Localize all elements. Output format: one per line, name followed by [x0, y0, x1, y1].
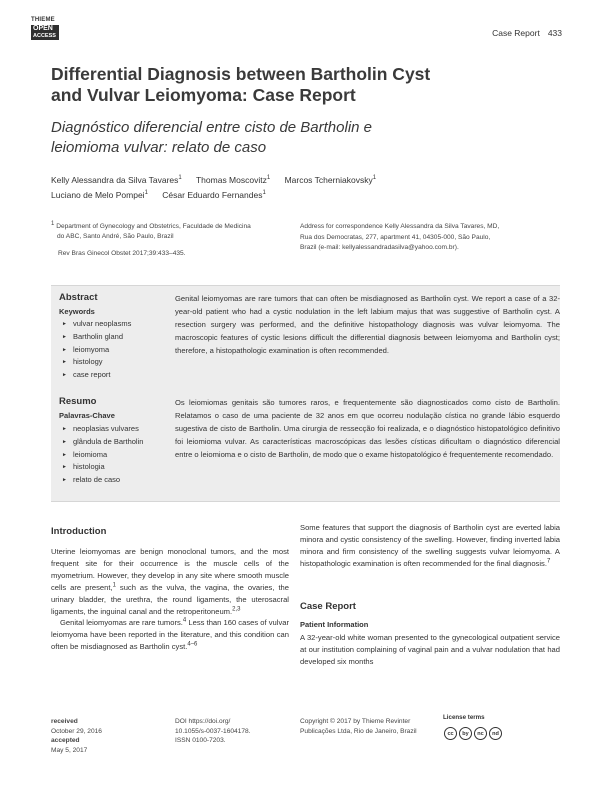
nd-icon: nd — [489, 727, 502, 740]
paragraph: Genital leiomyomas are rare tumors.$^4$ Less than 160 cases of vulvar leiomyoma have been reported in the literature, and this condition can often be misdiagnosed as Bartholin cyst.$^{4-6}$ — [51, 617, 289, 652]
keywords-list — [62, 318, 131, 382]
page-number: 433 — [547, 28, 562, 38]
by-icon: by — [459, 727, 472, 740]
paragraph: Uterine leiomyomas are benign monoclonal tumors, and the most frequent site for their occurrence is the muscle cells of the myometrium. However, they develop in any site where smooth muscle cells are present,$^1$ such as the vulva, the vagina, the ovaries, the urinary bladder, the urethra, the round ligaments, the uterosacral ligaments, the inguinal canal and the retroperitoneum.$^{2,3}$ — [51, 547, 289, 616]
resumo-text: Os leiomiomas genitais são tumores raros, e frequentemente são diagnosticados como cisto de Bartholin. Relatamos o caso de uma paciente de 32 anos em que ocorreu nodulação cística no grande lábio esquerdo sugestiva de cisto de Bartholin. Uma cirurgia de ressecção foi realizada, e o diagnóstico histopatológico definitivo foi leiomioma vulvar. As características macroscópicas das lesões císticas dificultam o diagnóstico diferencial entre o leiomioma e o cisto de Bartholin, de modo que o exame histopatológico é frequentemente recomendado. — [175, 398, 560, 459]
author-list — [51, 173, 551, 203]
subtitle-line-1: Diagnóstico diferencial entre cisto de Bartholin e — [51, 119, 373, 136]
palavras-chave-heading: Palavras-Chave — [59, 411, 115, 420]
right-column-paragraph: Some features that support the diagnosis of Bartholin cyst are everted labia minora and cystic consistency of the swelling. However, finding inverted labia minora and firm consistency of the swelling suggests vulvar leiomyoma. A histopathologic examination is often recommended for the final diagnosis.$^7$ — [300, 523, 560, 568]
keyword-item[interactable]: ► relato de caso — [62, 474, 143, 487]
case-report-heading: Case Report — [300, 601, 356, 612]
keyword-item[interactable]: ► vulvar neoplasms — [62, 318, 131, 331]
title-line-1: Differential Diagnosis between Bartholin Cyst — [51, 64, 431, 84]
cc-license-icons[interactable] — [444, 727, 502, 740]
cc-icon: cc — [444, 727, 457, 740]
keyword-item[interactable]: ► Bartholin gland — [62, 331, 131, 344]
patient-info-heading: Patient Information — [300, 620, 369, 629]
introduction-heading: Introduction — [51, 526, 107, 537]
received-dates: received October 29, 2016 accepted May 5, 2017 — [51, 718, 102, 754]
logo-top-text: THIEME — [31, 17, 55, 23]
copyright: Copyright © 2017 by Thieme Revinter Publicações Ltda, Rio de Janeiro, Brazil — [300, 718, 417, 735]
logo-bot-text: ACCESS — [31, 33, 59, 40]
journal-citation: Rev Bras Ginecol Obstet 2017;39:433–435. — [58, 250, 186, 257]
keyword-item[interactable]: ► leiomioma — [62, 449, 143, 462]
keyword-item[interactable]: ► histologia — [62, 461, 143, 474]
keyword-item[interactable]: ► leiomyoma — [62, 344, 131, 357]
doi-info: DOI https://doi.org/ 10.1055/s-0037-1604178. ISSN 0100-7203. — [175, 718, 251, 744]
abstract-text: Genital leiomyomas are rare tumors that can often be misdiagnosed as Bartholin cyst. We report a case of a 32-year-old patient who had a cystic nodulation in the left labium majus that was suggestive of Bartholin cyst. A resection surgery was performed, and the definitive histopathology diagnosis was vulvar leiomyoma. The macroscopic features of cystic lesions difficult the differential diagnosis between leiomyoma and Bartholin cyst; therefore, a histopathologic examination is often recommended. — [175, 294, 560, 355]
patient-info-paragraph: A 32-year-old white woman presented to the gynecological outpatient service at our institution complaining of vaginal pain and a vulvar nodulation that had developed six months — [300, 633, 560, 666]
resumo-heading: Resumo — [59, 396, 97, 407]
author: Marcos Tcherniakovsky$^1$ — [284, 175, 377, 185]
nc-icon: nc — [474, 727, 487, 740]
article-subtitle — [51, 118, 471, 158]
subtitle-line-2: leiomioma vulvar: relato de caso — [51, 139, 267, 156]
doi-link[interactable]: DOI https://doi.org/ — [175, 718, 231, 725]
license-heading: License terms — [443, 714, 485, 721]
logo-mid-text: OPEN — [31, 25, 59, 33]
keywords-heading: Keywords — [59, 307, 95, 316]
running-header — [492, 28, 562, 38]
publisher-logo — [31, 17, 59, 40]
correspondence-address: Address for correspondence Kelly Alessandra da Silva Tavares, MD, Rua dos Democratas, 277, apartment 41, 04305-000, São Paulo, Brazil (e-mail: kellyalessandradasilva@yahoo.com.br). — [300, 223, 500, 251]
running-title: Case Report — [492, 28, 540, 38]
keyword-item[interactable]: ► histology — [62, 356, 131, 369]
introduction-body — [51, 546, 289, 653]
author: Kelly Alessandra da Silva Tavares$^1$ — [51, 175, 182, 185]
keyword-item[interactable]: ► case report — [62, 369, 131, 382]
author: Thomas Moscovitz$^1$ — [195, 175, 271, 185]
article-title — [51, 64, 471, 106]
affiliation: $^1$ Department of Gynecology and Obstetrics, Faculdade de Medicina do ABC, Santo André, São Paulo, Brazil — [51, 220, 251, 240]
author: Luciano de Melo Pompei$^1$ — [51, 190, 148, 200]
title-line-2: and Vulvar Leiomyoma: Case Report — [51, 85, 356, 105]
keyword-item[interactable]: ► neoplasias vulvares — [62, 423, 143, 436]
author: César Eduardo Fernandes$^1$ — [162, 190, 266, 200]
abstract-heading: Abstract — [59, 292, 98, 303]
palavras-chave-list — [62, 423, 143, 487]
keyword-item[interactable]: ► glândula de Bartholin — [62, 436, 143, 449]
